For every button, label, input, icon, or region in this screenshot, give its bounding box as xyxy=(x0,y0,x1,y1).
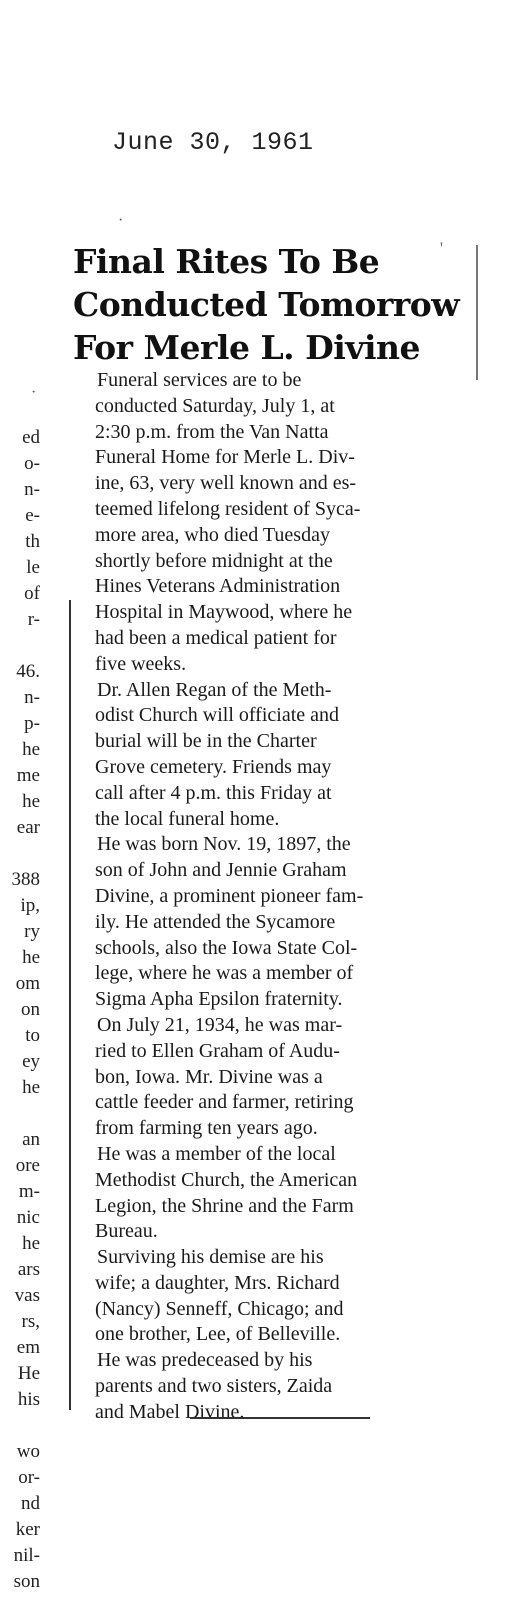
article-line: 2:30 p.m. from the Van Natta xyxy=(95,420,329,443)
fragment-gap xyxy=(0,633,40,659)
fragment-text: ed xyxy=(22,427,40,448)
article-line: bon, Iowa. Mr. Divine was a xyxy=(95,1065,323,1088)
article-line: ried to Ellen Graham of Audu- xyxy=(95,1039,340,1062)
article-line: the local funeral home. xyxy=(95,807,280,830)
article-line: from farming ten years ago. xyxy=(95,1117,318,1140)
fragment-text: nil- xyxy=(13,1545,40,1566)
article-paragraph xyxy=(75,368,473,678)
article-line: Hines Veterans Administration xyxy=(95,575,341,598)
article-line: schools, also the Iowa State Col- xyxy=(95,936,358,959)
article-line: five weeks. xyxy=(95,652,187,675)
fragment-text: he xyxy=(22,791,40,812)
column-rule-left xyxy=(69,600,71,1410)
fragment-text: he xyxy=(22,1077,40,1098)
article-line: shortly before midnight at the xyxy=(95,549,333,572)
fragment-text: ore xyxy=(15,1155,40,1176)
fragment-text: le xyxy=(26,557,40,578)
fragment-text: vas xyxy=(14,1285,40,1306)
stray-mark: · xyxy=(118,212,124,229)
fragment-text: son xyxy=(13,1571,40,1592)
fragment-text: ker xyxy=(15,1519,40,1540)
article-paragraph xyxy=(75,832,473,1013)
fragment-text: rs, xyxy=(21,1311,40,1332)
article-line: Methodist Church, the American xyxy=(95,1168,358,1191)
fragment-text: nd xyxy=(21,1493,40,1514)
article-line: more area, who died Tuesday xyxy=(95,523,330,546)
article-line: Hospital in Maywood, where he xyxy=(95,601,353,624)
article-line: Funeral services are to be xyxy=(97,369,302,391)
article-line: Sigma Apha Epsilon fraternity. xyxy=(95,988,343,1011)
article-line: teemed lifelong resident of Syca- xyxy=(95,497,361,520)
article-line: Grove cemetery. Friends may xyxy=(95,755,332,778)
fragment-text: he xyxy=(22,1233,40,1254)
fragment-text: me xyxy=(16,765,40,786)
article-line: Funeral Home for Merle L. Div- xyxy=(95,446,355,469)
fragment-text: ip, xyxy=(20,895,40,916)
stray-mark: · xyxy=(31,384,37,401)
fragment-text: of xyxy=(24,583,40,604)
stray-mark: ' xyxy=(440,240,443,257)
fragment-text: He xyxy=(17,1363,40,1384)
fragment-text: to xyxy=(25,1025,40,1046)
article-line: had been a medical patient for xyxy=(95,626,337,649)
fragment-text: ry xyxy=(24,921,40,942)
fragment-text: ear xyxy=(16,817,40,838)
column-rule-right xyxy=(476,245,478,380)
article-line: ily. He attended the Sycamore xyxy=(95,910,336,933)
fragment-text: or- xyxy=(18,1467,40,1488)
article-line: call after 4 p.m. this Friday at xyxy=(95,781,332,804)
fragment-text: his xyxy=(17,1389,40,1410)
article-line: son of John and Jennie Graham xyxy=(95,859,347,882)
fragment-text: n- xyxy=(24,687,40,708)
fragment-text: 388 xyxy=(11,869,40,890)
article-line: Surviving his demise are his xyxy=(97,1246,324,1269)
article-line: He was born Nov. 19, 1897, the xyxy=(97,833,351,856)
fragment-text: he xyxy=(22,739,40,760)
article-line: one brother, Lee, of Belleville. xyxy=(95,1323,341,1346)
fragment-text: th xyxy=(25,531,40,552)
article-line: Divine, a prominent pioneer fam- xyxy=(95,884,364,907)
article-line: Dr. Allen Regan of the Meth- xyxy=(97,678,332,701)
fragment-text: 46. xyxy=(16,661,40,682)
article-line: (Nancy) Senneff, Chicago; and xyxy=(95,1297,344,1320)
fragment-text: o- xyxy=(24,453,40,474)
fragment-text: p- xyxy=(24,713,40,734)
headline-line: Final Rites To Be xyxy=(73,242,380,281)
article-line: and Mabel Divine. xyxy=(95,1400,245,1423)
headline xyxy=(73,240,473,369)
headline-line: Conducted Tomorrow xyxy=(73,285,460,324)
article-line: On July 21, 1934, he was mar- xyxy=(97,1013,343,1036)
fragment-text: nic xyxy=(16,1207,40,1228)
article-line: Bureau. xyxy=(95,1220,158,1243)
fragment-text: m- xyxy=(18,1181,40,1202)
article-paragraph xyxy=(75,1245,473,1348)
fragment-text: he xyxy=(22,947,40,968)
article-line: He was predeceased by his xyxy=(97,1349,313,1372)
article-line: burial will be in the Charter xyxy=(95,730,317,753)
fragment-text: n- xyxy=(24,479,40,500)
fragment-text: an xyxy=(22,1129,40,1150)
article-line: ine, 63, very well known and es- xyxy=(95,472,357,495)
fragment-text: on xyxy=(21,999,40,1020)
article-line: wife; a daughter, Mrs. Richard xyxy=(95,1271,340,1294)
article-body xyxy=(75,368,473,1426)
headline-line: For Merle L. Divine xyxy=(73,328,420,367)
article-line: odist Church will officiate and xyxy=(95,704,340,727)
dateline: June 30, 1961 xyxy=(112,128,314,157)
fragment-text: ey xyxy=(22,1051,40,1072)
fragment-text: om xyxy=(15,973,40,994)
article-paragraph xyxy=(75,1142,473,1245)
article-paragraph xyxy=(75,678,473,833)
article-paragraph xyxy=(75,1348,473,1425)
article-line: conducted Saturday, July 1, at xyxy=(95,394,335,417)
end-rule xyxy=(190,1417,370,1421)
fragment-text: wo xyxy=(16,1441,40,1462)
adjacent-column-fragments xyxy=(0,425,40,1595)
fragment-text: r- xyxy=(27,609,40,630)
article-line: parents and two sisters, Zaida xyxy=(95,1375,333,1398)
article-line: lege, where he was a member of xyxy=(95,962,354,985)
article-line: He was a member of the local xyxy=(97,1142,336,1165)
fragment-gap xyxy=(0,841,40,867)
article-paragraph xyxy=(75,1013,473,1142)
article-line: cattle feeder and farmer, retiring xyxy=(95,1091,354,1114)
article-line: Legion, the Shrine and the Farm xyxy=(95,1194,354,1217)
fragment-text: ars xyxy=(17,1259,40,1280)
fragment-gap xyxy=(0,1413,40,1439)
fragment-text: em xyxy=(16,1337,40,1358)
fragment-text: e- xyxy=(25,505,40,526)
fragment-gap xyxy=(0,1101,40,1127)
